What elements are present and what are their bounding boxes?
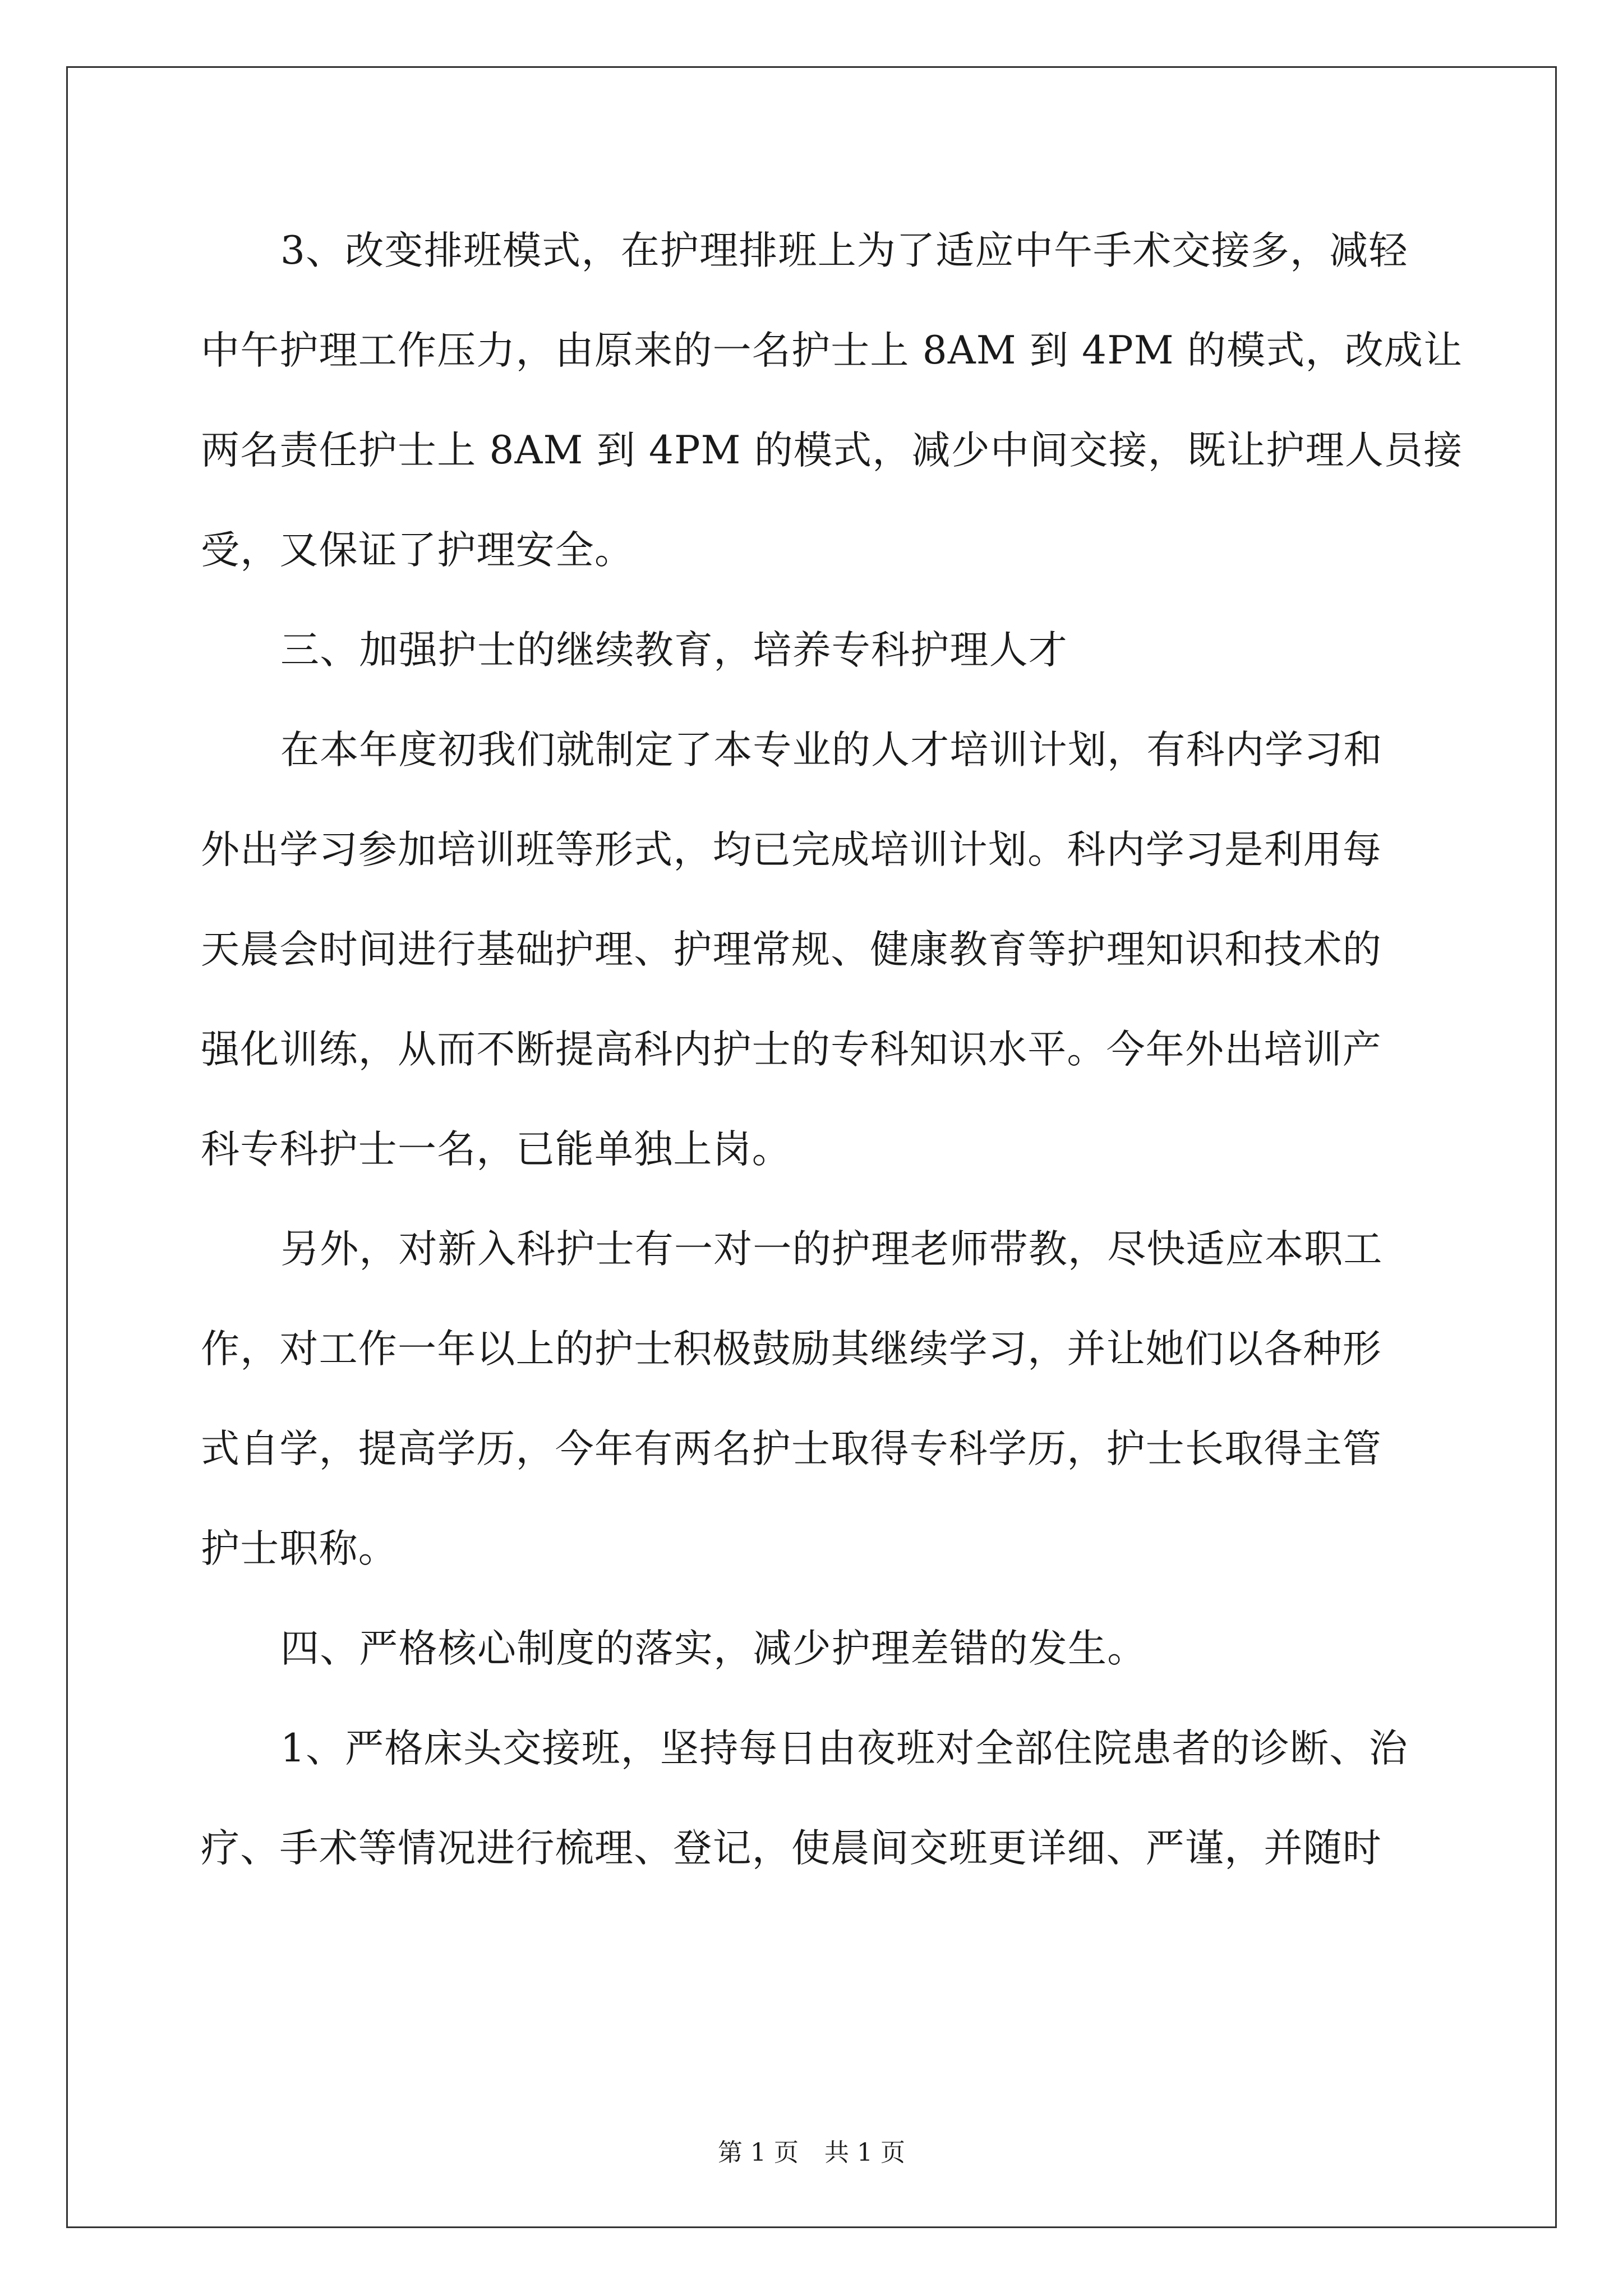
paragraph-line: 中午护理工作压力，由原来的一名护士上 8AM 到 4PM 的模式，改成让 [201,328,1463,373]
paragraph-line: 护士职称。 [201,1526,398,1571]
document-body [201,220,1463,1917]
paragraph-line: 3、改变排班模式，在护理排班上为了适应中午手术交接多，减轻 [280,228,1408,273]
paragraph-line: 疗、手术等情况进行梳理、登记，使晨间交班更详细、严谨，并随时 [201,1826,1382,1871]
paragraph-line: 式自学，提高学历，今年有两名护士取得专科学历，护士长取得主管 [201,1427,1382,1471]
section-heading: 三、加强护士的继续教育，培养专科护理人才 [280,628,1068,673]
paragraph-line: 受，又保证了护理安全。 [201,528,634,573]
paragraph-line: 1、严格床头交接班，坚持每日由夜班对全部住院患者的诊断、治 [280,1726,1408,1771]
paragraph-line: 外出学习参加培训班等形式，均已完成培训计划。科内学习是利用每 [201,827,1382,872]
paragraph-line: 两名责任护士上 8AM 到 4PM 的模式，减少中间交接，既让护理人员接 [201,428,1463,473]
page-total: 共 1 页 [824,2138,905,2167]
paragraph-line: 在本年度初我们就制定了本专业的人才培训计划，有科内学习和 [280,728,1383,772]
paragraph-line: 作，对工作一年以上的护士积极鼓励其继续学习，并让她们以各种形 [201,1327,1382,1372]
section-heading: 四、严格核心制度的落实，减少护理差错的发生。 [280,1626,1147,1671]
paragraph-line: 科专科护士一名，已能单独上岗。 [201,1127,791,1172]
paragraph-line: 强化训练，从而不断提高科内护士的专科知识水平。今年外出培训产 [201,1027,1382,1072]
paragraph-line: 天晨会时间进行基础护理、护理常规、健康教育等护理知识和技术的 [201,927,1382,972]
paragraph-line: 另外，对新入科护士有一对一的护理老师带教，尽快适应本职工 [280,1227,1383,1272]
page-number: 第 1 页 [718,2138,799,2167]
page-footer [0,2136,1623,2170]
